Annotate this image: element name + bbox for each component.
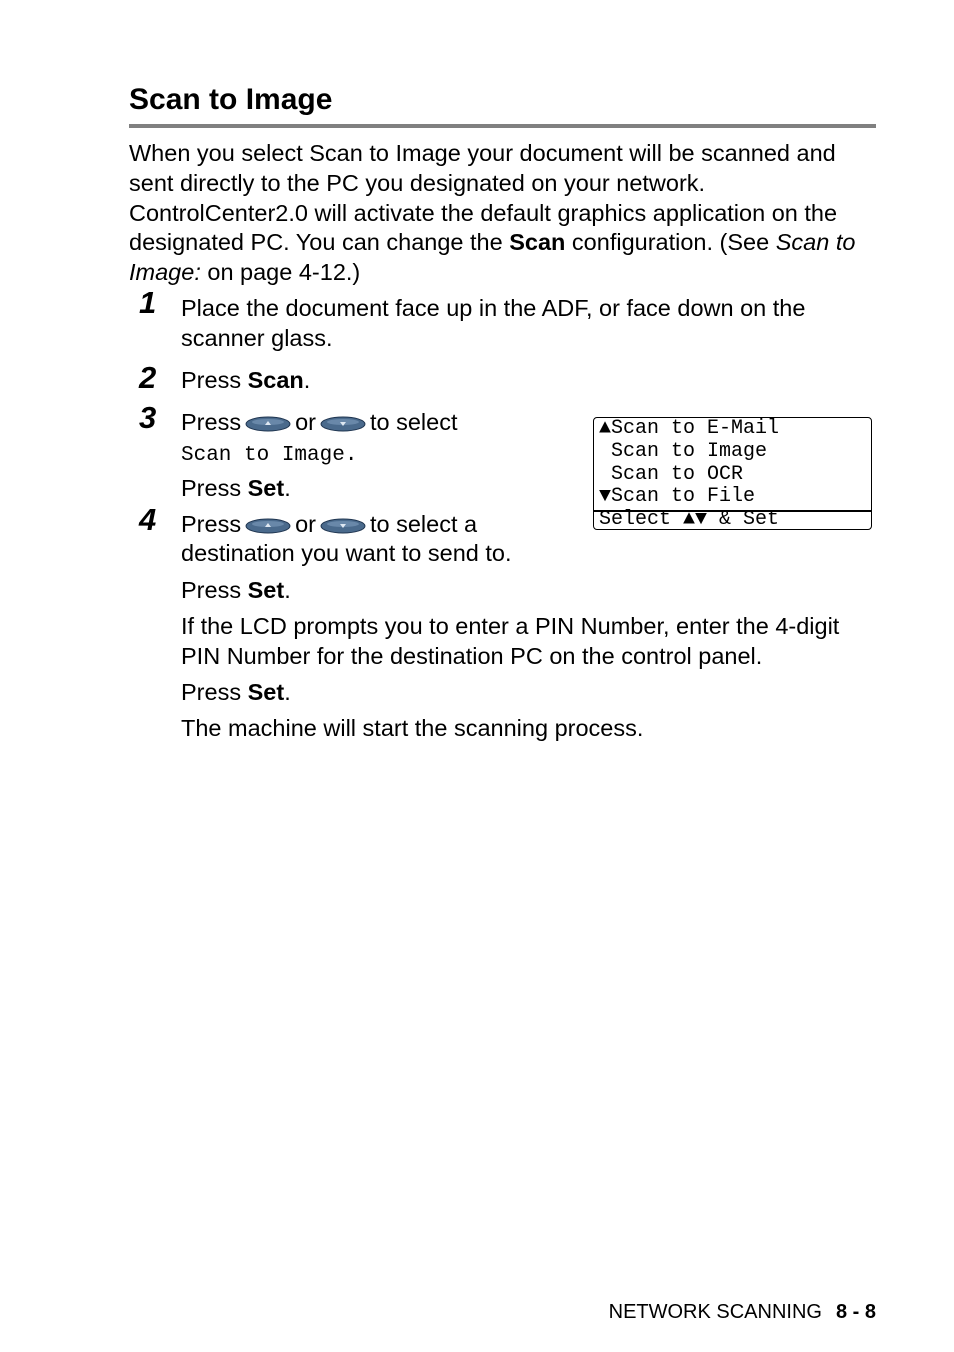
step-4-press-set-1: [181, 576, 291, 606]
lcd-status-line: Select ▲▼ & Set: [599, 508, 780, 531]
step-2-press: Press: [181, 367, 248, 393]
intro-italic-ref: Scan to Image:: [129, 229, 856, 286]
intro-text-2: configuration. (See: [565, 229, 776, 256]
step-4-press-set-2: [181, 678, 291, 708]
step-4-final-text: The machine will start the scanning process.: [181, 715, 644, 741]
step-3-line-1: [181, 408, 458, 438]
step-4-key-1: Set: [247, 577, 285, 603]
page-footer: [609, 1299, 876, 1325]
down-arrow-button-icon: [320, 415, 366, 433]
step-1-text: Place the document face up in the ADF, or face down on the scanner glass.: [181, 295, 806, 351]
title-rule: [129, 124, 876, 128]
step-3-or: or: [295, 409, 316, 435]
page-title: Scan to Image: [129, 83, 333, 116]
lcd-line-4: ▼Scan to File: [599, 485, 756, 508]
lcd-line-2: Scan to Image: [599, 440, 768, 463]
step-3-press-set: [181, 474, 291, 504]
step-4-end-1: .: [284, 577, 291, 603]
step-4-key-2: Set: [247, 679, 285, 705]
step-3-menu-end: .: [344, 444, 358, 467]
step-3-press: Press: [181, 409, 242, 435]
step-3-menu-item: Scan to Image: [181, 444, 345, 467]
up-arrow-button-icon: [245, 517, 291, 535]
step-4-or: or: [295, 511, 316, 537]
step-number-2: 2: [139, 360, 157, 395]
step-4-press: Press: [181, 511, 242, 537]
step-2-end: .: [303, 367, 311, 393]
footer-section: NETWORK SCANNING: [608, 1301, 822, 1323]
step-3-end: .: [284, 475, 291, 501]
step-2-text: [181, 366, 310, 396]
intro-bold-scan: Scan: [509, 229, 566, 256]
step-3-key: Set: [247, 475, 285, 501]
up-arrow-button-icon: [245, 415, 291, 433]
intro-text-1: When you select Scan to Image your document will be scanned and sent directly to the PC you designated on your network. ControlCenter2.0 will activate the default graphics application on the designated PC. You can change the: [129, 140, 838, 256]
intro-text-3: on page 4-12.): [200, 259, 361, 286]
step-number-4: 4: [139, 502, 157, 537]
step-3-to-select: to select: [369, 409, 458, 435]
step-number-1: 1: [139, 285, 157, 320]
step-number-3: 3: [139, 400, 157, 435]
step-4-to-select: to select a: [369, 511, 478, 537]
lcd-line-3: Scan to OCR: [599, 463, 744, 486]
step-4-pin-text: If the LCD prompts you to enter a PIN Number, enter the 4-digit PIN Number for the destination PC on the control panel.: [181, 613, 840, 669]
footer-page-number: 8 - 8: [835, 1301, 876, 1323]
step-4-end-2: .: [284, 679, 291, 705]
down-arrow-button-icon: [320, 517, 366, 535]
step-4-line-1: [181, 510, 477, 540]
intro-paragraph: [129, 139, 879, 288]
lcd-line-1: ▲Scan to E-Mail: [599, 417, 780, 440]
step-3-press2: Press: [181, 475, 248, 501]
lcd-display: [593, 417, 872, 530]
step-2-key: Scan: [247, 367, 304, 393]
step-3-line-2: [181, 438, 357, 471]
step-4-press2: Press: [181, 577, 248, 603]
step-4-press3: Press: [181, 679, 248, 705]
step-4-line-2: destination you want to send to.: [181, 540, 512, 566]
